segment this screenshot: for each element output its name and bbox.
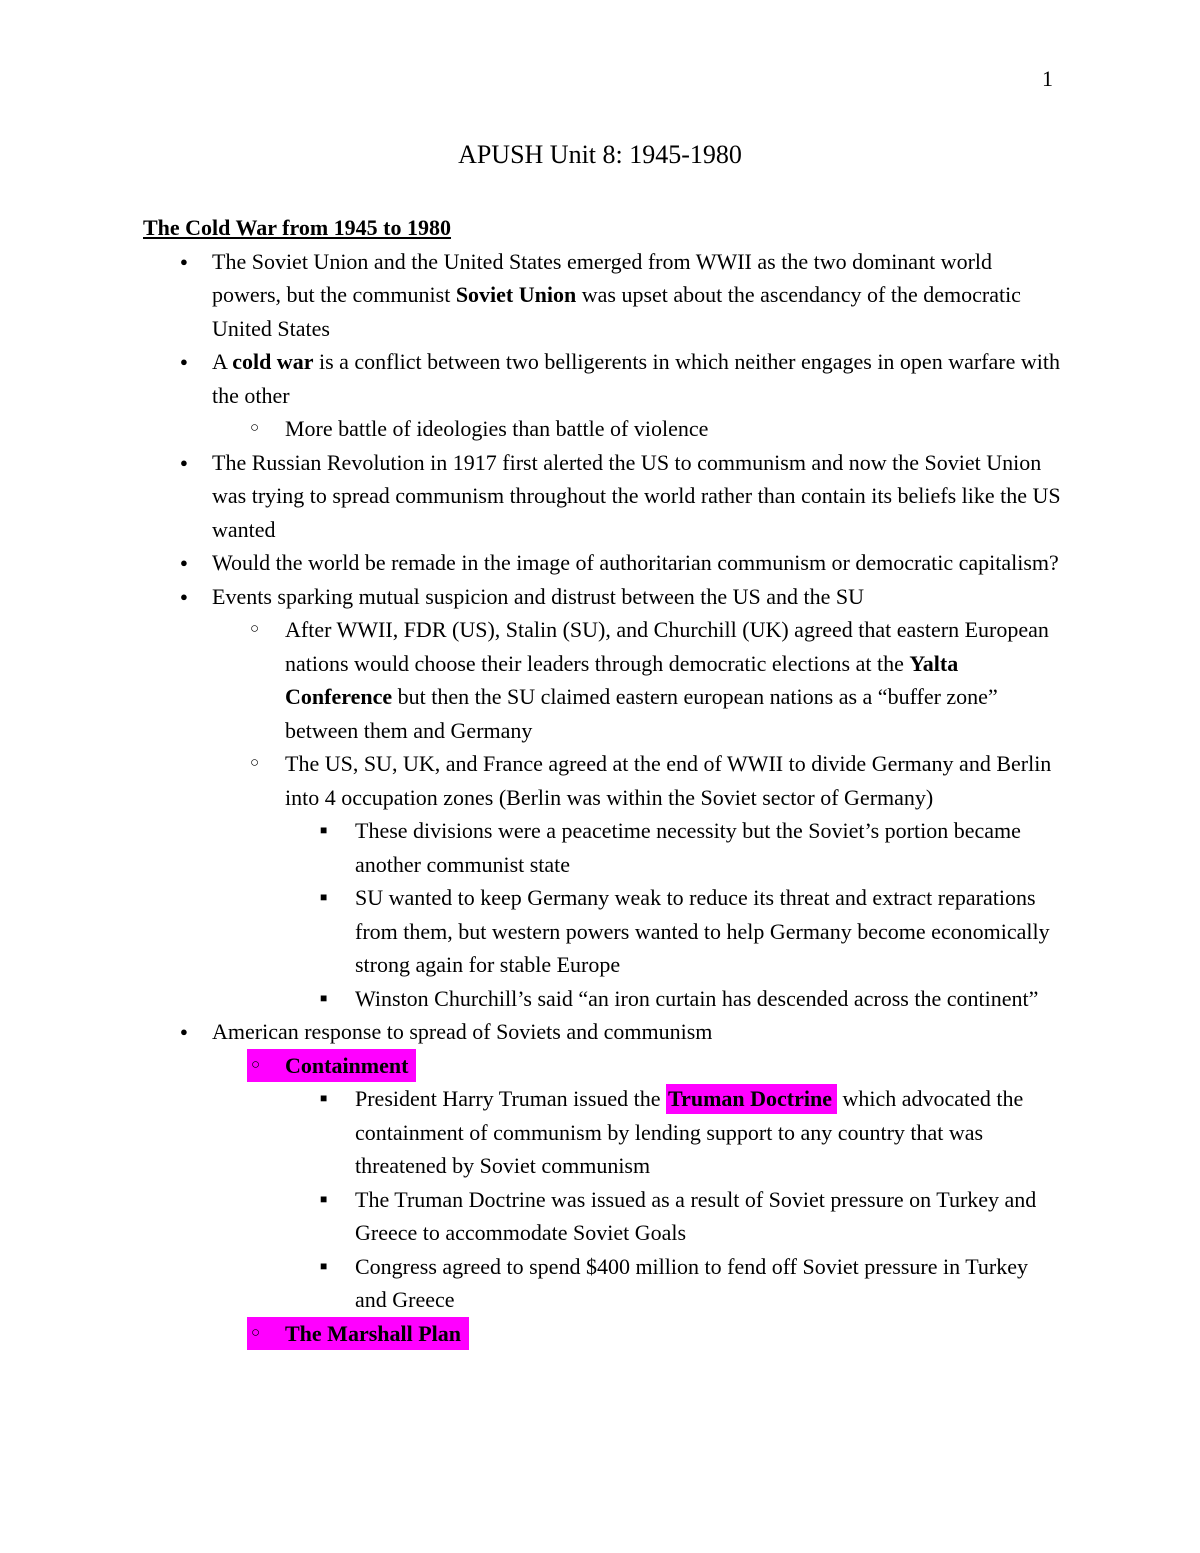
list-item [143, 245, 1061, 346]
list-item-text: Winston Churchill’s said “an iron curtain has descended across the continent” [355, 985, 1039, 1011]
disc-bullet-icon: ● [180, 588, 188, 604]
list-item [143, 345, 1061, 412]
square-bullet-icon: ■ [320, 1258, 328, 1273]
list-item [143, 982, 1061, 1016]
list-item [143, 446, 1061, 547]
document-title: APUSH Unit 8: 1945-1980 [458, 140, 742, 169]
page-number: 1 [1042, 66, 1053, 91]
list-item-text: Would the world be remade in the image of authoritarian communism or democratic capitalism? [212, 550, 1059, 575]
list-item-text: American response to spread of Soviets and communism [212, 1019, 713, 1044]
disc-bullet-icon: ● [180, 555, 188, 570]
disc-bullet-icon: ● [180, 1024, 188, 1039]
list-item-text: More battle of ideologies than battle of violence [285, 416, 709, 441]
list-item [143, 412, 1061, 446]
list-item-text: The Marshall Plan [285, 1320, 462, 1346]
list-item [143, 546, 1061, 580]
list-item [143, 747, 1061, 814]
list-item-text: SU wanted to keep Germany weak to reduce its threat and extract reparations from them, but western powers wanted to help Germany become economically strong again for stable Europe [355, 885, 1050, 977]
circle-bullet-icon: ○ [251, 1056, 261, 1073]
list-item-text: The Russian Revolution in 1917 first alerted the US to communism and now the Soviet Union was trying to spread communism throughout the world rather than contain its beliefs like the US wanted [212, 449, 1061, 542]
disc-bullet-icon: ● [180, 454, 188, 470]
square-bullet-icon: ■ [320, 990, 328, 1005]
list-item-text: The US, SU, UK, and France agreed at the end of WWII to divide Germany and Berlin into 4 occupation zones (Berlin was within the Soviet sector of Germany) [285, 751, 1052, 810]
circle-bullet-icon: ○ [250, 755, 260, 771]
list-item [143, 814, 1061, 881]
circle-bullet-icon: ○ [250, 621, 260, 637]
list-item [143, 1082, 1061, 1183]
list-item-text: The Soviet Union and the United States emerged from WWII as the two dominant world powers, but the communist Soviet Union was upset about the ascendancy of the democratic United States [212, 248, 1021, 341]
list-item-text: Congress agreed to spend $400 million to fend off Soviet pressure in Turkey and Greece [355, 1253, 1028, 1312]
bullet-list [143, 245, 1061, 1351]
list-item-text: After WWII, FDR (US), Stalin (SU), and Churchill (UK) agreed that eastern European nations would choose their leaders through democratic elections at the Yalta Conference but then the SU claimed eastern european nations as a “buffer zone” between them and Germany [285, 617, 1049, 743]
section-heading: The Cold War from 1945 to 1980 [143, 215, 452, 240]
list-item-text: A cold war is a conflict between two belligerents in which neither engages in open warfare with the other [212, 349, 1060, 408]
square-bullet-icon: ■ [320, 823, 328, 837]
list-item [143, 613, 1061, 747]
list-item-text: President Harry Truman issued the Truman Doctrine which advocated the containment of communism by lending support to any country that was threatened by Soviet communism [355, 1086, 1024, 1178]
list-item-text: The Truman Doctrine was issued as a result of Soviet pressure on Turkey and Greece to accommodate Soviet Goals [355, 1186, 1037, 1245]
list-item [143, 580, 1061, 614]
list-item [143, 881, 1061, 982]
list-item [247, 1317, 469, 1351]
disc-bullet-icon: ● [180, 253, 188, 269]
list-item-text: These divisions were a peacetime necessity but the Soviet’s portion became another communist state [355, 818, 1021, 877]
list-item [247, 1049, 416, 1083]
disc-bullet-icon: ● [180, 354, 188, 369]
square-bullet-icon: ■ [320, 1091, 328, 1105]
list-item [143, 1015, 1061, 1049]
circle-bullet-icon: ○ [251, 1324, 261, 1341]
square-bullet-icon: ■ [320, 890, 328, 904]
square-bullet-icon: ■ [320, 1191, 328, 1206]
list-item [143, 1183, 1061, 1250]
list-item [143, 1250, 1061, 1317]
document-body [143, 211, 1061, 1350]
list-item-text: Containment [285, 1052, 409, 1078]
circle-bullet-icon: ○ [250, 420, 260, 436]
list-item-text: Events sparking mutual suspicion and distrust between the US and the SU [212, 583, 864, 609]
